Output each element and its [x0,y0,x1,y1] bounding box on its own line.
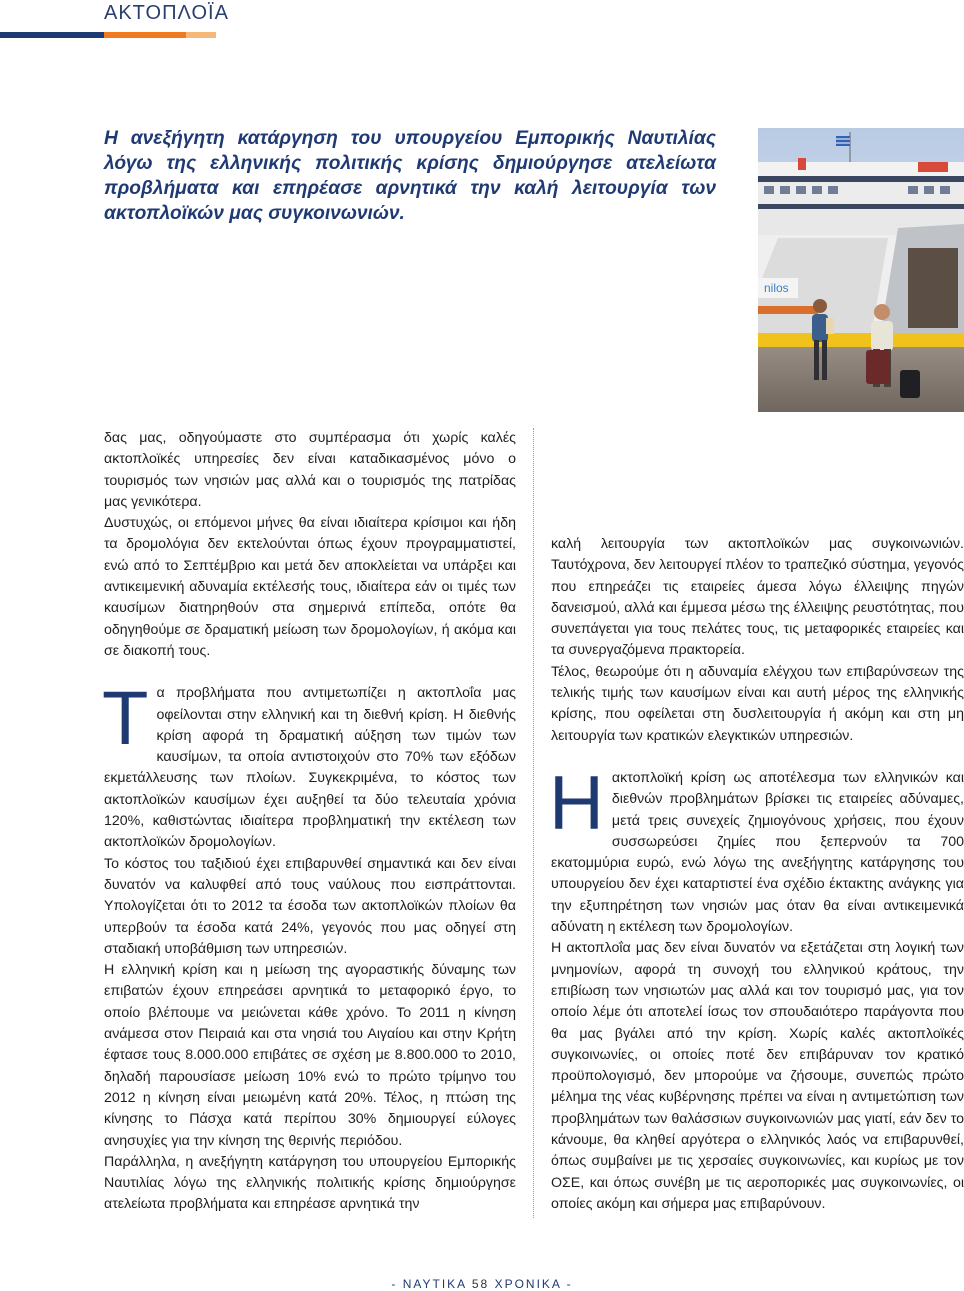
left-column [104,428,516,1216]
right-paragraph-1: καλή λειτουργία των ακτοπλοϊκών μας συγκοινωνιών. Ταυτόχρονα, δεν λειτουργεί πλέον το τραπεζικό σύστημα, γεγονός που επηρεάζει τις εταιρείες άμεσα λόγω έλλειψης πηγών δανεισμού, αλλά και έμμεσα μέσω της έλλειψης ρευστότητας, που συνεπάγεται για τους πελάτες τους, τις μεταφορικές εταιρείες και τα συνεργαζόμενα πρακτορεία. [551,536,964,659]
footer-dash-right: - [566,1277,573,1291]
left-paragraph-6: Παράλληλα, η ανεξήγητη κατάργηση του υπουργείου Εμπορικής Ναυτιλίας λόγω της ελληνικής πολιτικής κρίσης δημιούργησε ατελείωτα προβλήματα και επηρέασε αρνητικά την [104,1153,516,1213]
title-underline-blue [0,32,104,38]
section-title: ΑΚΤΟΠΛΟΪΑ [104,2,229,24]
left-paragraph-2: Δυστυχώς, οι επόμενοι μήνες θα είναι ιδιαίτερα κρίσιμοι και ήδη τα δρομολόγια δεν εκτελούνται όπως έχουν προγραμματιστεί, ενώ από το Σεπτέμβριο και μετά δεν αποκλείεται να υπάρξει και αντικειμενική αδυναμία εκτέλεσής τους, ιδιαίτερα εάν οι τιμές των καυσίμων διατηρηθούν στα σημερινά επίπεδα, οπότε θα οδηγηθούμε σε δραματική μείωση των δρομολογίων, ή ακόμα και σε διακοπή τους. [104,515,516,659]
right-paragraph-3-text: ακτοπλοϊκή κρίση ως αποτέλεσμα των ελληνικών και διεθνών προβλημάτων βρίσκει τις εταιρείες αδύναμες, μετά τρεις συνεχείς ζημιογόνους χρήσεις, που έχουν συσσωρεύσει ζημίες που ξεπερνούν τα 700 εκατομμύρια ευρώ, ενώ λόγω της ανεξήγητης κατάργησης του υπουργείου δεν έχει καταρτιστεί ένα σχέδιο έκτακτης ανάγκης για την εξυπηρέτηση των νησιών μας όταν θα είναι αντικειμενικά αδύνατη η εκτέλεση των δρομολογίων. [551,769,964,936]
ship-name-text: nilos [764,281,789,295]
column-divider [533,428,534,1218]
left-paragraph-5: Η ελληνική κρίση και η μείωση της αγοραστικής δύναμης των επιβατών έχουν επηρεάσει αρνητικά το μεταφορικό έργο, το οποίο βλέπουμε να μειώνεται κάθε χρόνο. Το 2011 η κίνηση ανάμεσα στον Πειραιά και στα νησιά του Αιγαίου και στην Κρήτη έφτασε τους 8.000.000 επιβάτες σε σχέση με 8.800.000 το 2010, δηλαδή παρουσίασε μείωση 10% ενώ το πρώτο τρίμηνο του 2012 η κίνηση είναι μειωμένη κατά 20%. Τέλος, η πτώση της κίνησης το Πάσχα κατά περίπου 30% δημιουργεί εύλογες ανησυχίες για την κίνηση της θερινής περιόδου. [104,962,516,1149]
dropcap-left: Τ [102,676,149,762]
dropcap-right: Η [549,760,604,846]
left-paragraph-1: δας μας, οδηγούμαστε στο συμπέρασμα ότι χωρίς καλές ακτοπλοϊκές υπηρεσίες δεν είναι καταδικασμένος μόνο ο τουρισμός των νησιών μας αλλά και ο τουρισμός της πατρίδας μας γενικότερα. [104,430,516,510]
left-paragraph-3 [102,676,516,853]
footer-word-1: ΝΑΥΤΙΚΑ [402,1277,467,1291]
page-number: 58 [471,1277,490,1291]
footer-dash-left: - [391,1277,398,1291]
title-underline-orange [104,32,186,38]
right-paragraph-3 [549,760,964,938]
right-paragraph-4: Η ακτοπλοΐα μας δεν είναι δυνατόν να εξετάζεται στη λογική των μνημονίων, αφορά τη συνοχή του ελληνικού κράτους, την επιβίωση των νησιωτών μας αλλά και τον τουρισμό μας, για τον οποίο λέμε ότι αποτελεί ίσως τον σπουδαιότερο παράγοντα που θα μας βγάλει από την κρίση. Χωρίς καλές ακτοπλοϊκές συγκοινωνίες, οι οποίες ποτέ δεν επιβάρυναν τον κρατικό προϋπολογισμό, δεν μπορούμε να ζήσουμε, συνεπώς πρώτο μέλημα της νέας κυβέρνησης πρέπει να είναι η αντιμετώπιση των προβλημάτων των θαλάσσιων συγκοινωνιών μας γιατί, εάν δεν το κάνουμε, θα κληθεί αργότερα ο ελληνικός λαός να επιβαρυνθεί, όπως συμβαίνει με τις χερσαίες συγκοινωνίες, και κυρίως με τον ΟΣΕ, και όπως συνέβη με τις αεροπορικές μας συγκοινωνίες, οι οποίες ακόμη και σήμερα μας επιβαρύνουν. [551,940,964,1212]
left-paragraph-3-text: α προβλήματα που αντιμετωπίζει η ακτοπλοΐα μας οφείλονται στην ελληνική και τη διεθνή κρίση. Η διεθνής κρίση αφορά τη δραματική αύξηση των τιμών των καυσίμων, τα οποία αντιστοιχούν στο 70% των εξόδων εκμετάλλευσης των πλοίων. Συγκεκριμένα, το κόστος των ακτοπλοϊκών καυσίμων έχει αυξηθεί τα δύο τελευταία χρόνια 120%, καθιστώντας ιδιαίτερα προβληματική την εκτέλεση των ακτοπλοϊκών δρομολογίων. [104,685,516,851]
title-underline-peach [186,32,216,38]
footer-word-2: ΧΡΟΝΙΚΑ [494,1277,562,1291]
lead-paragraph: Η ανεξήγητη κατάργηση του υπουργείου Εμπορικής Ναυτιλίας λόγω της ελληνικής πολιτικής κρίσης δημιούργησε ατελείωτα προβλήματα και επηρέασε αρνητικά την καλή λειτουργία των ακτοπλοϊκών μας συγκοινωνιών. [104,128,716,224]
page-footer [0,1277,964,1291]
ferry-passengers-photo [758,128,964,412]
right-paragraph-2: Τέλος, θεωρούμε ότι η αδυναμία ελέγχου των επιβαρύνσεων της τελικής τιμής των καυσίμων είναι και αυτή μέρος της ελληνικής κρίσης, που οφείλεται στη δυσλειτουργία ή ακόμη και στη μη λειτουργία των κρατικών ελεγκτικών υπηρεσιών. [551,663,964,744]
right-column [551,534,964,1215]
left-paragraph-4: Το κόστος του ταξιδιού έχει επιβαρυνθεί σημαντικά και δεν είναι δυνατόν να καλυφθεί από τους ναύλους που εισπράττονται. Υπολογίζεται ότι το 2012 τα έσοδα των ακτοπλοϊκών πλοίων θα υπερβούν τα έσοδα κατά 24%, γεγονός που μας οδηγεί στη σταδιακή υποβάθμιση των υπηρεσιών. [104,855,516,957]
